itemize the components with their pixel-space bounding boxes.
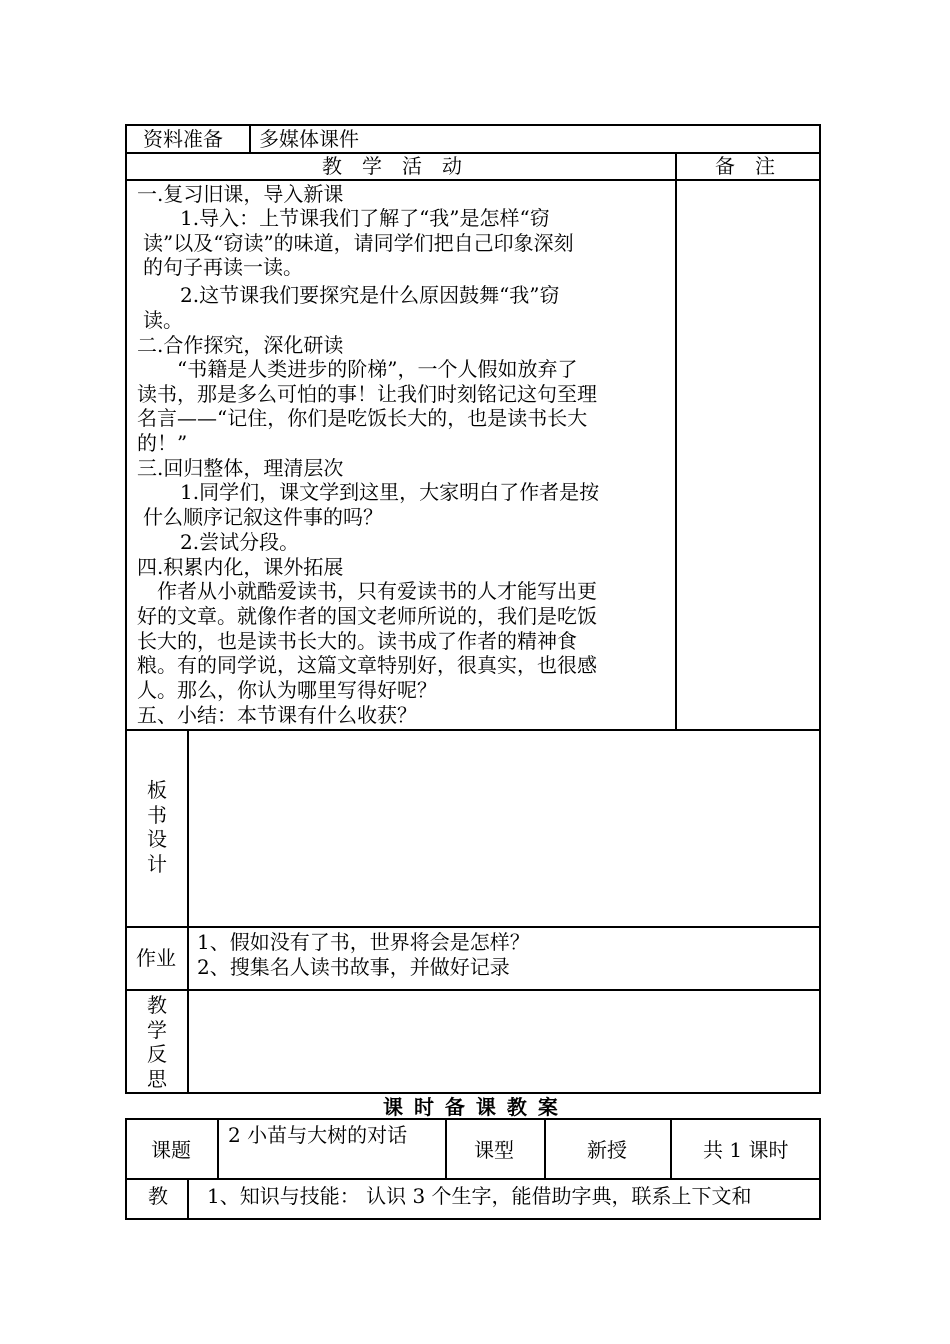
topic-value: 2 小苗与大树的对话 <box>228 1123 408 1147</box>
homework-line: 2、搜集名人读书故事，并做好记录 <box>197 955 510 979</box>
type-label: 课型 <box>474 1138 514 1162</box>
column-divider <box>187 1178 189 1220</box>
activity-line: 三.回归整体，理清层次 <box>137 456 344 480</box>
activity-line: 五、小结：本节课有什么收获？ <box>137 703 417 727</box>
column-divider <box>217 1118 219 1179</box>
periods-value: 共 1 课时 <box>703 1138 789 1162</box>
activity-line: 二.合作探究，深化研读 <box>137 333 344 357</box>
activity-line: 1.同学们，课文学到这里，大家明白了作者是按 <box>140 480 600 504</box>
goal-line: 1、知识与技能： 认识 3 个生字，能借助字典，联系上下文和 <box>207 1184 752 1208</box>
row-divider <box>125 729 821 731</box>
activity-line: 2.这节课我们要探究是什么原因鼓舞“我”窃 <box>140 283 560 307</box>
board-design-label: 板书设计 <box>147 778 167 876</box>
column-divider <box>187 729 189 1094</box>
activity-line: “书籍是人类进步的阶梯”，一个人假如放弃了 <box>137 357 578 381</box>
activity-line: 一.复习旧课，导入新课 <box>137 182 344 206</box>
column-divider <box>445 1118 447 1179</box>
activity-line: 好的文章。就像作者的国文老师所说的，我们是吃饭 <box>137 604 597 628</box>
topic-label: 课题 <box>151 1138 191 1162</box>
column-divider <box>249 124 251 153</box>
homework-label: 作业 <box>136 946 176 970</box>
activity-line: 1.导入：上节课我们了解了“我”是怎样“窃 <box>140 206 550 230</box>
row-divider <box>125 179 821 181</box>
column-divider <box>670 1118 672 1179</box>
activity-line: 读。 <box>143 308 183 332</box>
activity-line: 粮。有的同学说，这篇文章特别好，很真实，也很感 <box>137 653 597 677</box>
activity-line: 人。那么，你认为哪里写得好呢？ <box>137 678 437 702</box>
activity-line: 读”以及“窃读”的味道，请同学们把自己印象深刻 <box>143 231 574 255</box>
activity-line: 作者从小就酷爱读书，只有爱读书的人才能写出更 <box>137 579 597 603</box>
row-divider <box>125 989 821 991</box>
activity-line: 读书，那是多么可怕的事！让我们时刻铭记这句至理 <box>137 382 597 406</box>
activity-line: 的！” <box>137 431 188 455</box>
activity-line: 2.尝试分段。 <box>140 530 300 554</box>
homework-line: 1、假如没有了书，世界将会是怎样？ <box>197 930 530 954</box>
column-divider <box>675 152 677 730</box>
row-divider <box>125 1178 821 1180</box>
activity-header: 教 学 活 动 <box>322 154 462 178</box>
row-divider <box>125 926 821 928</box>
activity-line: 长大的，也是读书长大的。读书成了作者的精神食 <box>137 629 577 653</box>
materials-label: 资料准备 <box>143 127 223 151</box>
reflection-label: 教学反思 <box>147 993 167 1091</box>
activity-line: 什么顺序记叙这件事的吗？ <box>143 505 383 529</box>
activity-line: 的句子再读一读。 <box>143 255 303 279</box>
activity-line: 四.积累内化，课外拓展 <box>137 555 344 579</box>
section-title: 课 时 备 课 教 案 <box>383 1095 560 1119</box>
column-divider <box>544 1118 546 1179</box>
goal-label: 教 <box>148 1184 168 1208</box>
materials-value: 多媒体课件 <box>259 127 359 151</box>
type-value: 新授 <box>587 1138 627 1162</box>
activity-line: 名言——“记住，你们是吃饭长大的，也是读书长大 <box>137 406 588 430</box>
notes-header: 备 注 <box>715 154 775 178</box>
